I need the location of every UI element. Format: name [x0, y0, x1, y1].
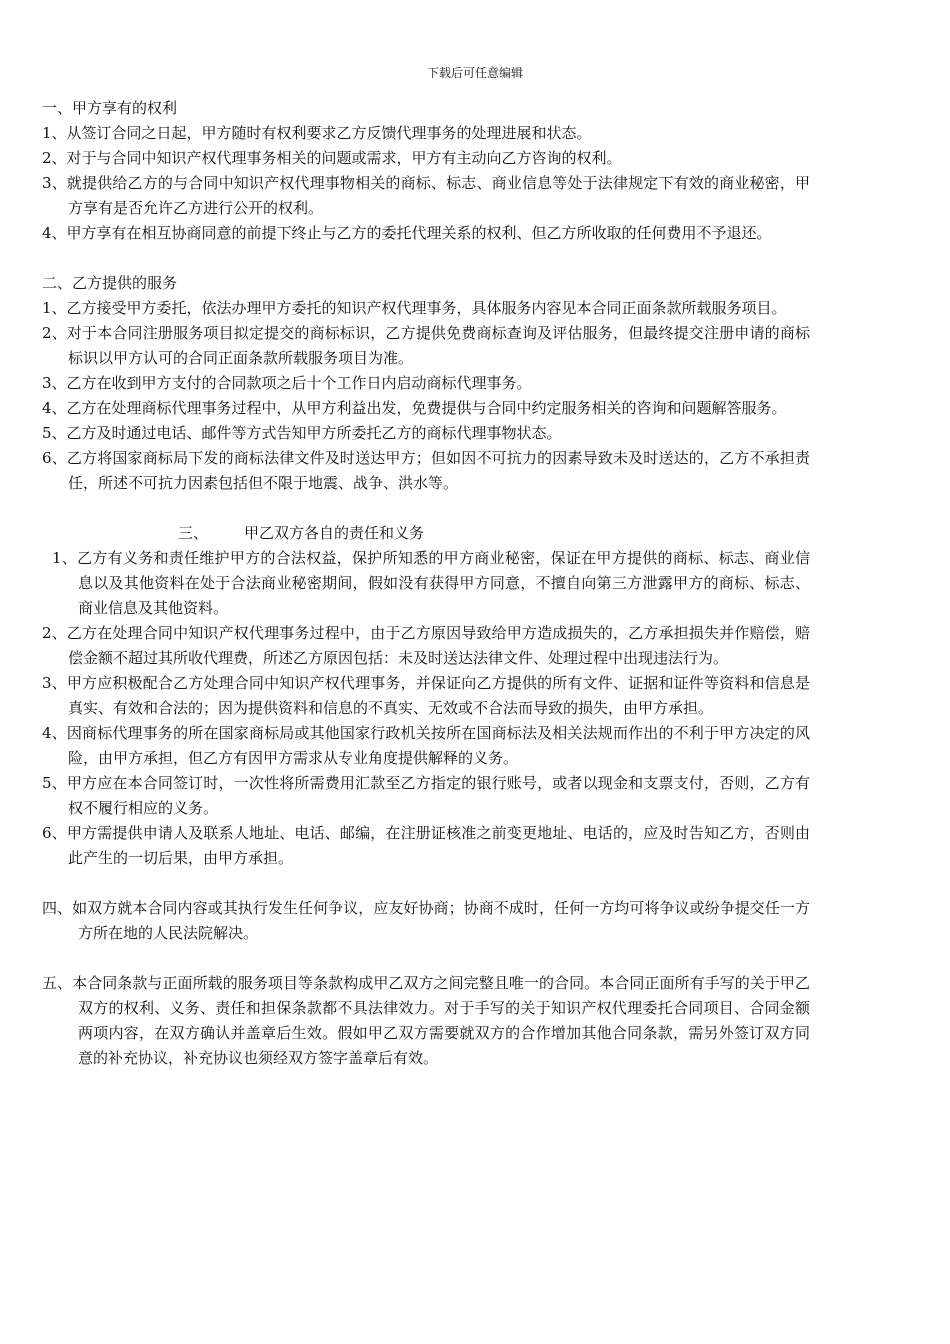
section-3-item: 5、甲方应在本合同签订时，一次性将所需费用汇款至乙方指定的银行账号，或者以现金和支票支付，否则，乙方有权不履行相应的义务。: [42, 774, 810, 817]
section-3-list: [42, 546, 810, 871]
spacer: [42, 496, 810, 521]
section-1-title: 一、甲方享有的权利: [42, 99, 178, 117]
spacer: [42, 246, 810, 271]
section-1-item: 4、甲方享有在相互协商同意的前提下终止与乙方的委托代理关系的权利、但乙方所收取的任何费用不予退还。: [42, 224, 772, 242]
section-3-heading: 甲乙双方各自的责任和义务: [244, 524, 425, 542]
section-2-item: 3、乙方在收到甲方支付的合同款项之后十个工作日内启动商标代理事务。: [42, 374, 532, 392]
section-1-item: 2、对于与合同中知识产权代理事务相关的问题或需求，甲方有主动向乙方咨询的权利。: [42, 149, 622, 167]
section-5-paragraph: 五、本合同条款与正面所载的服务项目等条款构成甲乙双方之间完整且唯一的合同。本合同正面所有手写的关于甲乙双方的权利、义务、责任和担保条款都不具法律效力。对于手写的关于知识产权代理委托合同项目、合同金额两项内容，在双方确认并盖章后生效。假如甲乙双方需要就双方的合作增加其他合同条款，需另外签订双方同意的补充协议，补充协议也须经双方签字盖章后有效。: [42, 974, 810, 1067]
section-3-item: 2、乙方在处理合同中知识产权代理事务过程中，由于乙方原因导致给甲方造成损失的，乙方承担损失并作赔偿，赔偿金额不超过其所收代理费，所述乙方原因包括：未及时送达法律文件、处理过程中出现违法行为。: [42, 624, 810, 667]
spacer: [42, 946, 810, 971]
section-2-item: 4、乙方在处理商标代理事务过程中，从甲方利益出发，免费提供与合同中约定服务相关的咨询和问题解答服务。: [42, 399, 787, 417]
section-3-number: 三、: [178, 524, 209, 542]
page-header: 下载后可任意编辑: [426, 66, 523, 80]
section-3-title: [42, 521, 810, 546]
section-3-item: 6、甲方需提供申请人及联系人地址、电话、邮编，在注册证核准之前变更地址、电话的，应及时告知乙方，否则由此产生的一切后果，由甲方承担。: [42, 824, 810, 867]
section-2-item: 5、乙方及时通过电话、邮件等方式告知甲方所委托乙方的商标代理事物状态。: [42, 424, 562, 442]
section-3-item: 1、乙方有义务和责任维护甲方的合法权益，保护所知悉的甲方商业秘密，保证在甲方提供的商标、标志、商业信息以及其他资料在处于合法商业秘密期间，假如没有获得甲方同意，不擅自向第三方泄露甲方的商标、标志、商业信息及其他资料。: [52, 549, 810, 617]
section-3-item: 4、因商标代理事务的所在国家商标局或其他国家行政机关按所在国商标法及相关法规而作出的不利于甲方决定的风险，由甲方承担，但乙方有因甲方需求从专业角度提供解释的义务。: [42, 724, 810, 767]
spacer: [42, 871, 810, 896]
document-body: [42, 96, 810, 1071]
section-4-paragraph: 四、如双方就本合同内容或其执行发生任何争议，应友好协商；协商不成时，任何一方均可将争议或纷争提交任一方方所在地的人民法院解决。: [42, 899, 810, 942]
section-2-item: 2、对于本合同注册服务项目拟定提交的商标标识，乙方提供免费商标查询及评估服务，但最终提交注册申请的商标标识以甲方认可的合同正面条款所载服务项目为准。: [42, 324, 810, 367]
section-3-item: 3、甲方应积极配合乙方处理合同中知识产权代理事务，并保证向乙方提供的所有文件、证据和证件等资料和信息是真实、有效和合法的；因为提供资料和信息的不真实、无效或不合法而导致的损失，由甲方承担。: [42, 674, 810, 717]
section-2-item: 6、乙方将国家商标局下发的商标法律文件及时送达甲方；但如因不可抗力的因素导致未及时送达的，乙方不承担责任，所述不可抗力因素包括但不限于地震、战争、洪水等。: [42, 449, 810, 492]
section-1-item: 3、就提供给乙方的与合同中知识产权代理事物相关的商标、标志、商业信息等处于法律规定下有效的商业秘密，甲方享有是否允许乙方进行公开的权利。: [42, 174, 810, 217]
section-2-title: 二、乙方提供的服务: [42, 274, 178, 292]
section-2-item: 1、乙方接受甲方委托，依法办理甲方委托的知识产权代理事务，具体服务内容见本合同正面条款所载服务项目。: [42, 299, 787, 317]
section-1-item: 1、从签订合同之日起，甲方随时有权利要求乙方反馈代理事务的处理进展和状态。: [42, 124, 592, 142]
